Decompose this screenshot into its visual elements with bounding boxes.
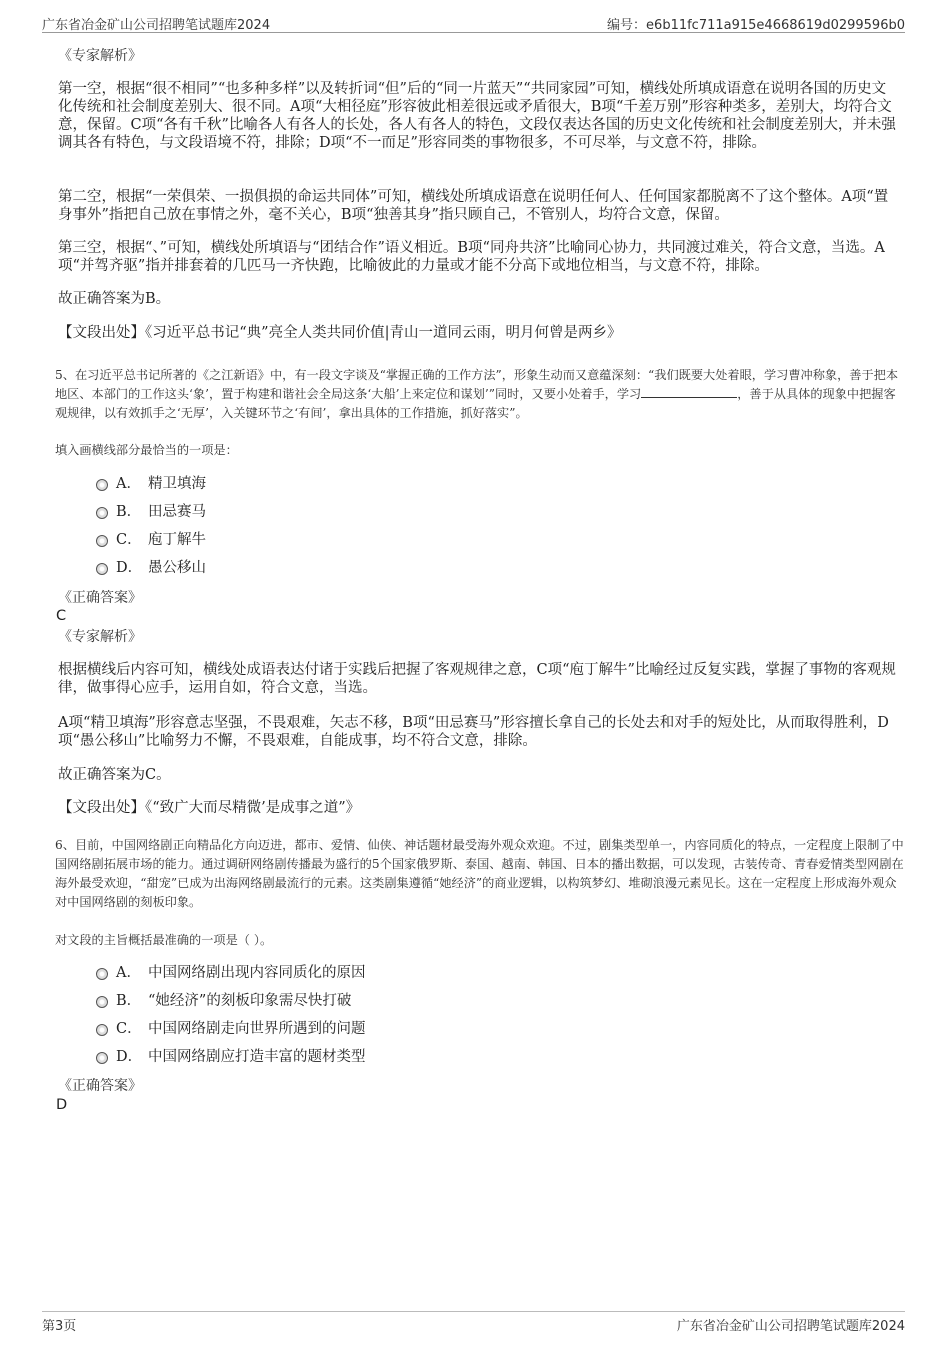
q6-question: 6、目前，中国网络剧正向精品化方向迈进，都市、爱情、仙侠、神话题材最受海外观众欢迎。不过，剧集类型单一，内容同质化的特点，一定程度上限制了中国网络剧拓展市场的能力。通过调研网络剧传播最为盛行的5个国家俄罗斯、泰国、越南、韩国、日本的播出数据，可以发现，古装传奇、青春爱情类型网剧在海外最受欢迎，“甜宠”已成为出海网络剧最流行的元素。这类剧集遵循“她经济”的商业逻辑，以构筑梦幻、堆砌浪漫元素见长。这在一定程度上形成海外观众对中国网络剧的刻板印象。	[55, 838, 904, 909]
q5-answer-label: 《正确答案》	[58, 590, 142, 606]
radio-icon[interactable]	[96, 479, 108, 491]
footer-title: 广东省冶金矿山公司招聘笔试题库2024	[676, 1319, 905, 1334]
q5-analysis-paragraph-2: A项“精卫填海”形容意志坚强，不畏艰难，矢志不移，B项“田忌赛马”形容擅长拿自己的长处去和对手的短处比，从而取得胜利，D项“愚公移山”比喻努力不懈，不畏艰难，自能成事，均不符合文意，排除。	[58, 715, 889, 749]
option-letter: B．	[116, 504, 142, 520]
q5-question	[55, 366, 907, 423]
q4-source: 【文段出处】《习近平总书记“典”亮全人类共同价值|青山一道同云雨，明月何曾是两乡》	[58, 325, 622, 341]
radio-icon[interactable]	[96, 968, 108, 980]
q6-answer: D	[56, 1097, 68, 1113]
option-letter: D．	[116, 560, 143, 576]
option-text: 庖丁解牛	[148, 532, 206, 548]
option-text: 中国网络剧出现内容同质化的原因	[148, 965, 366, 981]
radio-icon[interactable]	[96, 1024, 108, 1036]
radio-icon[interactable]	[96, 535, 108, 547]
header-doc-id: 编号：e6b11fc711a915e4668619d0299596b0	[607, 18, 905, 33]
page-header	[42, 10, 905, 33]
q5-blank	[641, 385, 737, 398]
q4-conclusion: 故正确答案为B。	[58, 291, 171, 307]
q5-source: 【文段出处】《“致广大而尽精微’是成事之道”》	[58, 800, 361, 816]
page-footer	[42, 1311, 905, 1334]
option-text: 精卫填海	[148, 476, 206, 492]
q6-answer-label: 《正确答案》	[58, 1078, 142, 1094]
option-text: 中国网络剧走向世界所遇到的问题	[148, 1021, 366, 1037]
radio-icon[interactable]	[96, 507, 108, 519]
option-text: 田忌赛马	[148, 504, 206, 520]
option-text: 愚公移山	[148, 560, 206, 576]
option-text: “她经济”的刻板印象需尽快打破	[148, 993, 352, 1009]
q4-analysis-label: 《专家解析》	[58, 48, 142, 64]
q4-analysis-paragraph-3: 第三空，根据“、”可知，横线处所填语与“团结合作”语义相近。B项“同舟共济”比喻同心协力，共同渡过难关，符合文意，当选。A项“并驾齐驱”指并排套着的几匹马一齐快跑，比喻彼此的力量或才能不分高下或地位相当，与文意不符，排除。	[58, 240, 885, 274]
q6-prompt: 对文段的主旨概括最准确的一项是（ ）。	[55, 933, 273, 947]
q5-question-part1: 5、在习近平总书记所著的《之江新语》中，有一段文字谈及“掌握正确的工作方法”，形象生动而又意蕴深刻：“我们既要大处着眼，学习曹冲称象，善于把本地区、本部门的工作这头‘象’，置于构建和谐社会全局这条‘大船’上来定位和谋划’”同时，又要小处着手，学习	[55, 368, 899, 401]
option-letter: A．	[116, 965, 141, 981]
q4-analysis-paragraph-2: 第二空，根据“一荣俱荣、一损俱损的命运共同体”可知，横线处所填成语意在说明任何人、任何国家都脱离不了这个整体。A项“置身事外”指把自己放在事情之外，毫不关心，B项“独善其身”指只顾自己，不管别人，均符合文意，保留。	[58, 189, 889, 223]
page-number: 第3页	[42, 1319, 77, 1334]
q5-answer: C	[56, 608, 67, 624]
header-title: 广东省冶金矿山公司招聘笔试题库2024	[42, 18, 271, 33]
q4-analysis-paragraph-1: 第一空，根据“很不相同”“也多种多样”以及转折词“但”后的“同一片蓝天”“共同家园”可知，横线处所填成语意在说明各国的历史文化传统和社会制度差别大、很不同。A项“大相径庭”形容彼此相差很远或矛盾很大，B项“千差万别”形容种类多，差别大，均符合文意，保留。C项“各有千秋”比喻各人有各人的长处，各人有各人的特色，文段仅表达各国的历史文化传统和社会制度差别大，并未强调其各有特色，与文段语境不符，排除；D项“不一而足”形容同类的事物很多，不可尽举，与文意不符，排除。	[58, 81, 896, 151]
q5-analysis-label: 《专家解析》	[58, 629, 142, 645]
q5-question-part2: ，善于从具体的现象中把握客观规律，以有效抓手之‘无厚’，入关键环节之‘有间’，拿出具体的工作措施，抓好落实”。	[55, 387, 896, 420]
option-letter: D．	[116, 1049, 143, 1065]
radio-icon[interactable]	[96, 563, 108, 575]
option-letter: C．	[116, 532, 142, 548]
radio-icon[interactable]	[96, 996, 108, 1008]
option-letter: C．	[116, 1021, 142, 1037]
option-letter: B．	[116, 993, 142, 1009]
q5-conclusion: 故正确答案为C。	[58, 767, 171, 783]
option-text: 中国网络剧应打造丰富的题材类型	[148, 1049, 366, 1065]
radio-icon[interactable]	[96, 1052, 108, 1064]
q5-analysis-paragraph-1: 根据横线后内容可知，横线处成语表达付诸于实践后把握了客观规律之意，C项“庖丁解牛”比喻经过反复实践，掌握了事物的客观规律，做事得心应手，运用自如，符合文意，当选。	[58, 662, 896, 696]
option-letter: A．	[116, 476, 141, 492]
q5-prompt: 填入画横线部分最恰当的一项是：	[55, 443, 238, 457]
